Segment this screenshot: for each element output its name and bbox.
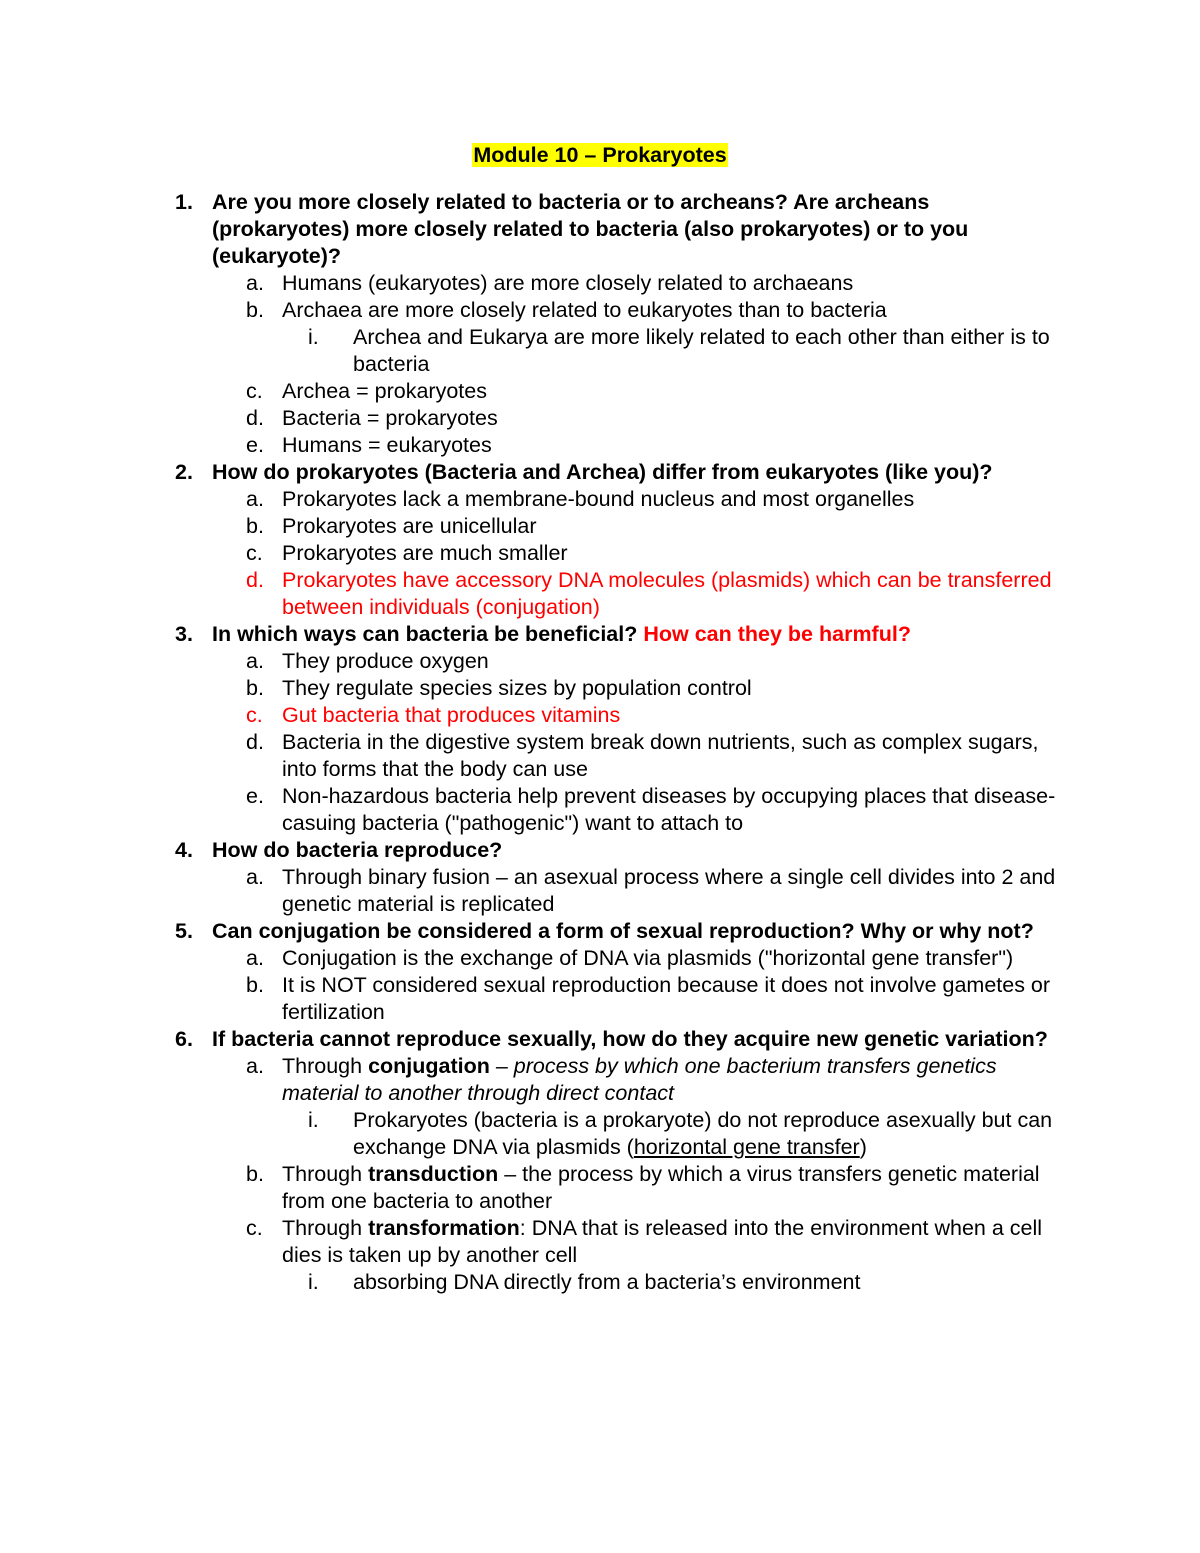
answer-text: Archea = prokaryotes xyxy=(282,379,487,403)
sub-answer-close: ) xyxy=(859,1135,867,1159)
answer-1b xyxy=(0,297,1072,324)
question-number: 2. xyxy=(175,460,193,484)
answer-letter: d. xyxy=(246,730,264,754)
question-number: 5. xyxy=(175,919,193,943)
answer-letter: e. xyxy=(246,433,264,457)
term-transduction: transduction xyxy=(368,1162,499,1186)
answer-letter: c. xyxy=(246,703,263,727)
answer-text: Prokaryotes have accessory DNA molecules (plasmids) which can be transferred between individuals (conjugation) xyxy=(282,568,1052,619)
answer-6b xyxy=(0,1161,1072,1215)
answer-letter: a. xyxy=(246,487,264,511)
answer-2c xyxy=(0,540,1072,567)
answer-text: Gut bacteria that produces vitamins xyxy=(282,703,621,727)
answer-text: Archaea are more closely related to eukaryotes than to bacteria xyxy=(282,298,887,322)
term-conjugation: conjugation xyxy=(368,1054,490,1078)
sub-answer-6c-i xyxy=(0,1269,1073,1296)
question-6 xyxy=(0,1026,1072,1053)
answer-text: Prokaryotes are unicellular xyxy=(282,514,537,538)
answer-5b xyxy=(0,972,1072,1026)
answer-text: It is NOT considered sexual reproduction because it does not involve gametes or fertilization xyxy=(282,973,1051,1024)
answer-letter: a. xyxy=(246,271,264,295)
answer-letter: c. xyxy=(246,1216,263,1240)
answer-6a xyxy=(0,1053,1072,1107)
answer-text: : DNA that is released into the environment when a cell dies is taken up by another cell xyxy=(282,1216,1043,1267)
answer-1c xyxy=(0,378,1072,405)
answer-text: They regulate species sizes by population control xyxy=(282,676,752,700)
answer-3d xyxy=(0,729,1072,783)
answer-letter: a. xyxy=(246,865,264,889)
question-list xyxy=(0,189,1200,1296)
question-1 xyxy=(0,189,1072,270)
answer-5a xyxy=(0,945,1072,972)
answer-text: Bacteria in the digestive system break down nutrients, such as complex sugars, into forms that the body can use xyxy=(282,730,1039,781)
answer-prefix: Through xyxy=(282,1054,369,1078)
answer-letter: a. xyxy=(246,1054,264,1078)
question-text: Can conjugation be considered a form of sexual reproduction? Why or why not? xyxy=(212,919,1034,943)
question-number: 6. xyxy=(175,1027,193,1051)
question-text: How do prokaryotes (Bacteria and Archea) differ from eukaryotes (like you)? xyxy=(212,460,993,484)
question-number: 1. xyxy=(175,190,193,214)
sub-answer-text: Archea and Eukarya are more likely related to each other than either is to bacteria xyxy=(353,325,1050,376)
question-5 xyxy=(0,918,1072,945)
question-number: 4. xyxy=(175,838,193,862)
question-text: In which ways can bacteria be beneficial? xyxy=(212,622,638,646)
question-text: How do bacteria reproduce? xyxy=(212,838,503,862)
answer-3c xyxy=(0,702,1072,729)
sub-numeral: i. xyxy=(308,1108,319,1132)
answer-dash: – xyxy=(489,1054,514,1078)
question-2 xyxy=(0,459,1072,486)
answer-text: – the process by which a virus transfers genetic material from one bacteria to another xyxy=(282,1162,1040,1213)
answer-text: Humans (eukaryotes) are more closely related to archaeans xyxy=(282,271,854,295)
question-number: 3. xyxy=(175,622,193,646)
sub-answer-1b-i xyxy=(0,324,1073,378)
sub-numeral: i. xyxy=(308,1270,319,1294)
title-wrap xyxy=(0,142,1200,169)
answer-text: Through binary fusion – an asexual process where a single cell divides into 2 and genetic material is replicated xyxy=(282,865,1056,916)
question-text: Are you more closely related to bacteria or to archeans? Are archeans (prokaryotes) more closely related to bacteria (also prokaryotes) or to you (eukaryote)? xyxy=(212,190,969,268)
answer-text: Bacteria = prokaryotes xyxy=(282,406,498,430)
answer-6c xyxy=(0,1215,1072,1269)
answer-text: Non-hazardous bacteria help prevent diseases by occupying places that disease-casuing bacteria ("pathogenic") want to attach to xyxy=(282,784,1056,835)
page-title: Module 10 – Prokaryotes xyxy=(473,143,727,167)
answer-1d xyxy=(0,405,1072,432)
answer-text: Prokaryotes are much smaller xyxy=(282,541,568,565)
answer-text: Prokaryotes lack a membrane-bound nucleus and most organelles xyxy=(282,487,915,511)
answer-letter: b. xyxy=(246,973,264,997)
answer-text: They produce oxygen xyxy=(282,649,489,673)
answer-letter: d. xyxy=(246,568,264,592)
sub-answer-text: Prokaryotes (bacteria is a prokaryote) do not reproduce asexually but can exchange DNA via plasmids ( xyxy=(353,1108,1053,1159)
answer-letter: c. xyxy=(246,541,263,565)
answer-text: Humans = eukaryotes xyxy=(282,433,492,457)
underlined-term: horizontal gene transfer xyxy=(633,1135,860,1159)
answer-3b xyxy=(0,675,1072,702)
answer-letter: b. xyxy=(246,676,264,700)
question-text-highlighted: How can they be harmful? xyxy=(643,622,911,646)
term-transformation: transformation xyxy=(368,1216,520,1240)
answer-letter: c. xyxy=(246,379,263,403)
answer-2b xyxy=(0,513,1072,540)
answer-4a xyxy=(0,864,1072,918)
answer-letter: e. xyxy=(246,784,264,808)
answer-letter: b. xyxy=(246,1162,264,1186)
answer-prefix: Through xyxy=(282,1216,369,1240)
answer-letter: b. xyxy=(246,298,264,322)
answer-prefix: Through xyxy=(282,1162,369,1186)
answer-1a xyxy=(0,270,1072,297)
answer-2a xyxy=(0,486,1072,513)
answer-3a xyxy=(0,648,1072,675)
answer-2d xyxy=(0,567,1072,621)
question-3 xyxy=(0,621,1072,648)
question-4 xyxy=(0,837,1072,864)
sub-answer-6a-i xyxy=(0,1107,1073,1161)
answer-letter: a. xyxy=(246,946,264,970)
answer-letter: a. xyxy=(246,649,264,673)
sub-numeral: i. xyxy=(308,325,319,349)
answer-text: Conjugation is the exchange of DNA via plasmids ("horizontal gene transfer") xyxy=(282,946,1014,970)
sub-answer-text: absorbing DNA directly from a bacteria’s environment xyxy=(353,1270,861,1294)
answer-3e xyxy=(0,783,1072,837)
question-text: If bacteria cannot reproduce sexually, how do they acquire new genetic variation? xyxy=(212,1027,1048,1051)
answer-1e xyxy=(0,432,1072,459)
answer-letter: b. xyxy=(246,514,264,538)
answer-letter: d. xyxy=(246,406,264,430)
definition-conjugation: process by which one bacterium transfers genetics material to another through direct contact xyxy=(282,1054,997,1105)
